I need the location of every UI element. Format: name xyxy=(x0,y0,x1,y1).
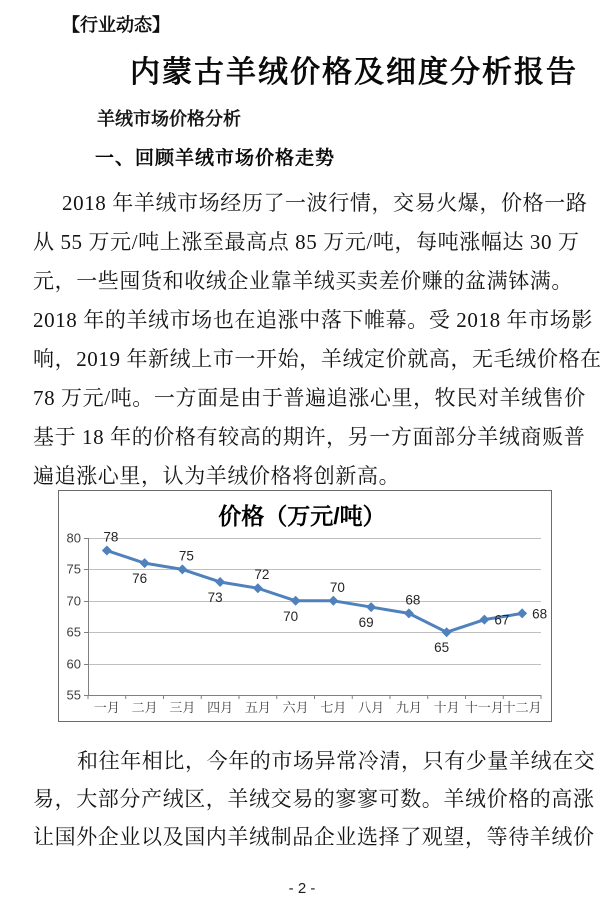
y-tick-label: 60 xyxy=(66,656,81,672)
paragraph-line: 78 万元/吨。一方面是由于普遍追涨心里，牧民对羊绒售价 xyxy=(33,386,586,410)
data-label: 68 xyxy=(532,606,548,622)
page-number: - 2 - xyxy=(288,880,316,897)
diamond-marker xyxy=(366,602,376,612)
chart-title: 价格（万元/吨） xyxy=(218,503,386,529)
data-label: 70 xyxy=(283,608,299,624)
paragraph-line: 基于 18 年的价格有较高的期许，另一方面部分羊绒商贩普 xyxy=(33,425,586,449)
report-title: 内蒙古羊绒价格及细度分析报告 xyxy=(130,56,578,89)
x-tick-label: 十一月 xyxy=(464,700,504,715)
x-tick-label: 七月 xyxy=(320,700,347,715)
paragraph-line: 从 55 万元/吨上涨至最高点 85 万元/吨，每吨涨幅达 30 万 xyxy=(33,230,580,254)
diamond-marker xyxy=(253,583,263,593)
x-tick-label: 一月 xyxy=(93,700,120,715)
x-tick-label: 六月 xyxy=(282,700,309,715)
diamond-marker xyxy=(479,615,489,625)
y-tick-label: 55 xyxy=(66,687,81,703)
paragraph-market-review xyxy=(33,184,602,496)
diamond-marker xyxy=(328,596,338,606)
paragraph-line: 易，大部分产绒区，羊绒交易的寥寥可数。羊绒价格的高涨 xyxy=(33,787,595,811)
paragraph-line: 2018 年的羊绒市场也在追涨中落下帷幕。受 2018 年市场影 xyxy=(33,308,593,332)
diamond-marker xyxy=(102,546,112,556)
y-tick-label: 70 xyxy=(66,593,81,609)
paragraph-line: 元，一些囤货和收绒企业靠羊绒买卖差价赚的盆满钵满。 xyxy=(33,269,573,293)
x-tick-label: 五月 xyxy=(244,700,271,715)
paragraph-line: 响，2019 年新绒上市一开始，羊绒定价就高，无毛绒价格在 xyxy=(33,347,602,371)
section-heading: 一、回顾羊绒市场价格走势 xyxy=(95,148,336,169)
data-label: 70 xyxy=(329,579,345,595)
chart-canvas xyxy=(59,491,551,721)
x-tick-label: 九月 xyxy=(395,700,422,715)
paragraph-line: 和往年相比，今年的市场异常冷清，只有少量羊绒在交 xyxy=(77,749,596,773)
diamond-marker xyxy=(177,564,187,574)
data-label: 76 xyxy=(132,571,148,587)
data-label: 75 xyxy=(178,548,194,564)
paragraph-line: 让国外企业以及国内羊绒制品企业选择了观望，等待羊绒价 xyxy=(33,825,595,849)
data-label: 69 xyxy=(358,615,374,631)
column-header: 【行业动态】 xyxy=(62,15,170,35)
diamond-marker xyxy=(404,608,414,618)
data-label: 67 xyxy=(494,612,510,628)
price-series-line xyxy=(107,551,522,633)
data-label: 72 xyxy=(254,567,270,583)
diamond-marker xyxy=(517,608,527,618)
data-label: 65 xyxy=(434,640,450,656)
diamond-marker xyxy=(140,558,150,568)
data-label: 78 xyxy=(103,529,119,545)
price-line-chart xyxy=(58,490,552,722)
diamond-marker xyxy=(215,577,225,587)
paragraph-line: 2018 年羊绒市场经历了一波行情，交易火爆，价格一路 xyxy=(62,191,588,215)
diamond-marker xyxy=(291,596,301,606)
data-label: 68 xyxy=(405,592,421,608)
x-tick-label: 二月 xyxy=(131,700,158,715)
y-tick-label: 80 xyxy=(66,530,81,546)
diamond-marker xyxy=(442,627,452,637)
paragraph-market-comparison xyxy=(33,742,596,856)
y-tick-label: 75 xyxy=(66,561,81,577)
data-label: 73 xyxy=(207,589,223,605)
section-subtitle: 羊绒市场价格分析 xyxy=(97,109,241,129)
y-tick-label: 65 xyxy=(66,624,81,640)
x-tick-label: 十二月 xyxy=(502,700,542,715)
paragraph-line: 遍追涨心里，认为羊绒价格将创新高。 xyxy=(33,464,401,488)
x-tick-label: 八月 xyxy=(358,700,385,715)
x-tick-label: 十月 xyxy=(433,700,460,715)
x-tick-label: 三月 xyxy=(169,700,196,715)
x-tick-label: 四月 xyxy=(207,700,234,715)
